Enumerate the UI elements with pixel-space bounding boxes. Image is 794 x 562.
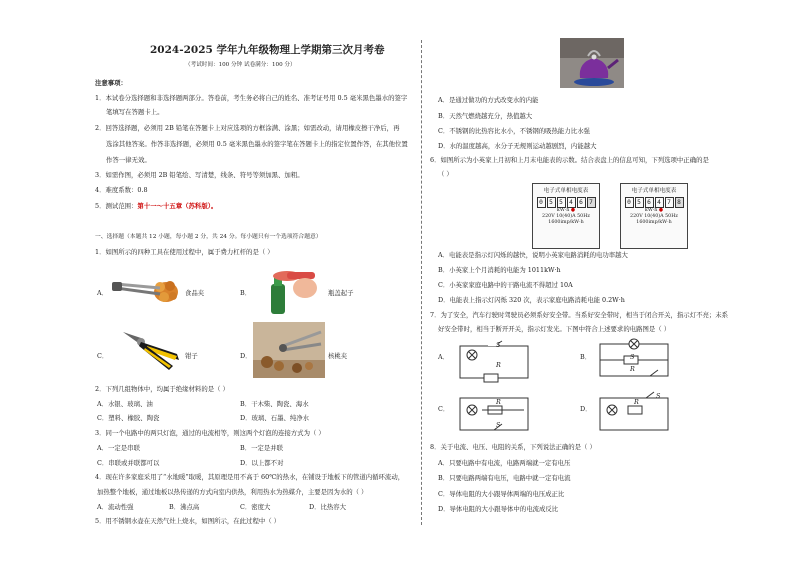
- meter-digit: 8: [675, 197, 684, 208]
- meter-digit: 5: [547, 197, 556, 208]
- meter-unit: kW·h ●: [644, 208, 664, 213]
- meter-digit: 5: [557, 197, 566, 208]
- meter-digit: 4: [567, 197, 576, 208]
- circuit-switch-label: S: [656, 392, 661, 400]
- q1-option-b-letter: B．: [240, 289, 252, 297]
- circuit-resistor-label: R: [496, 398, 501, 406]
- q7-stem-cont: 好安全带时，相当于断开开关，指示灯发光。下图中符合上述要求的电路图是（ ）: [438, 325, 671, 333]
- q8-option: C．导体电阻的大小跟导体两端的电压成正比: [438, 490, 565, 498]
- left-column: [95, 0, 415, 562]
- note-line: 3．如需作图，必须用 2B 铅笔绘、写清楚，线条、符号等须加黑、加粗。: [95, 171, 304, 179]
- circuit-resistor-label: R: [630, 365, 635, 373]
- nutcracker-image: [253, 322, 325, 378]
- right-column: [430, 0, 760, 562]
- meter-digit: 0: [625, 197, 634, 208]
- circuit-switch-label: S: [496, 341, 501, 349]
- meter-spec: 220V 10(40)A 50Hz: [630, 214, 678, 219]
- q3-option: A．一定是串联: [97, 444, 140, 452]
- note-line: 作答一律无效。: [106, 156, 151, 164]
- q7-option-a-label: A．: [438, 353, 450, 361]
- q2-stem: 2．下列几组物体中，均属于绝缘材料的是（ ）: [95, 385, 229, 393]
- q8-option: D．导体电阻的大小跟导体中的电流成反比: [438, 505, 559, 513]
- q1-option-a-text: 食品夹: [185, 289, 205, 297]
- q3-option: B．一定是并联: [240, 444, 284, 452]
- q1-option-c-letter: C．: [97, 352, 109, 360]
- exam-info: （考试时间：100 分钟 试卷满分：100 分）: [185, 62, 296, 68]
- bottle-opener-image: [253, 262, 323, 314]
- meter-digit: 4: [655, 197, 664, 208]
- meter-title: 电子式单相电度表: [543, 188, 589, 194]
- q1-option-b-text: 瓶盖起子: [328, 289, 354, 297]
- meter-digits: [533, 197, 599, 208]
- food-tongs-image: [110, 262, 182, 314]
- note-line: 1．本试卷分选择题和非选择题两部分。答卷前，考生务必将自己的姓名、准考证号用 0.5 毫米黑色墨水的签字: [95, 94, 408, 102]
- q6-option: B．小英家上个月消耗的电能为 1011kW·h: [438, 266, 561, 274]
- q4-stem-cont: 加热整个地板，通过地板以热传递的方式向室内供热，利用热水为热媒介，主要是因为水的（ ）: [97, 488, 368, 496]
- q6-option: A．电能表是指示灯闪烁的越快，说明小英家电路消耗的电功率越大: [438, 251, 628, 259]
- q2-option: C．塑料、橡胶、陶瓷: [97, 414, 160, 422]
- q6-option: C．小英家家庭电路中的干路电流不得超过 10A: [438, 281, 573, 289]
- q2-option: A．水银、玻璃、油: [97, 400, 153, 408]
- meter-after: [620, 183, 688, 249]
- q4-option: C．密度大: [240, 503, 271, 511]
- kettle-image: [560, 38, 624, 88]
- q4-option: B．沸点高: [169, 503, 200, 511]
- circuit-a-diagram: [454, 338, 534, 384]
- q3-option: C．串联或并联都可以: [97, 459, 160, 467]
- meter-title: 电子式单相电度表: [631, 188, 677, 194]
- meter-digit: 0: [537, 197, 546, 208]
- circuit-resistor-label: R: [496, 361, 501, 369]
- meter-digits: [621, 197, 687, 208]
- notes-heading: 注意事项：: [95, 79, 127, 87]
- q3-option: D．以上都不对: [240, 459, 284, 467]
- q3-stem: 3．同一个电路中的两只灯泡，通过的电流相等，则这两个灯泡的连接方式为（ ）: [95, 429, 325, 437]
- q7-option-d-label: D．: [580, 405, 592, 413]
- note-line: 笔填写在答题卡上。: [106, 108, 164, 116]
- q6-stem: 6．如图所示为小英家上月初和上月末电能表的示数。结合表盘上的信息可知，下列选项中正确的是: [430, 156, 709, 164]
- q1-option-a-letter: A．: [97, 289, 109, 297]
- circuit-switch-label: S: [496, 421, 501, 429]
- note-line: 4．难度系数：0.8: [95, 186, 148, 194]
- circuit-switch-label: S: [630, 353, 635, 361]
- q6-paren: （ ）: [438, 170, 453, 178]
- note-line: [95, 202, 217, 210]
- q4-stem: 4．现在许多家庭采用了“水地暖”取暖，其原理是用不高于 60℃的热水，在铺设于地板下的管道内循环流动，: [95, 473, 405, 481]
- q4-option: A．流动性强: [97, 503, 134, 511]
- q7-option-b-label: B．: [580, 353, 592, 361]
- circuit-c-diagram: [454, 390, 534, 436]
- circuit-resistor-label: R: [634, 398, 639, 406]
- q8-option: B．只要电路两端有电压，电路中就一定有电流: [438, 474, 571, 482]
- meter-digit: 7: [665, 197, 674, 208]
- q1-option-d-text: 核桃夹: [328, 352, 348, 360]
- q5-option: B．天然气燃烧越充分，热值越大: [438, 112, 533, 120]
- q7-stem: 7．为了安全，汽车行驶时驾驶员必须系好安全带。当系好安全带时，相当于闭合开关，指示灯不亮；未系: [430, 311, 729, 319]
- meter-spec: 1600imp/kW·h: [636, 220, 672, 225]
- q4-option: D．比热容大: [309, 503, 347, 511]
- q2-option: D．玻璃、石墨、纯净水: [240, 414, 310, 422]
- q1-stem: 1．如图所示的四种工具在使用过程中，属于费力杠杆的是（ ）: [95, 248, 274, 256]
- note-line: 2．回答选择题，必须用 2B 铅笔在答题卡上对应选项的方框涂满、涂黑；如需改动，请用橡皮擦干净后，再: [95, 124, 400, 132]
- note-line: 选涂其他答案。作答非选择题，必须用 0.5 毫米黑色墨水的签字笔在答题卡上的指定位置作答，在其他位置: [106, 140, 408, 148]
- meter-digit: 7: [587, 197, 596, 208]
- page-title: 2024-2025 学年九年级物理上学期第三次月考卷: [150, 44, 385, 56]
- meter-digit: 6: [645, 197, 654, 208]
- q7-option-c-label: C．: [438, 405, 450, 413]
- q1-option-d-letter: D．: [240, 352, 252, 360]
- meter-unit: kW·h ●: [556, 208, 576, 213]
- meter-before: [532, 183, 600, 249]
- section-heading: 一、选择题（本题共 12 小题，每小题 2 分，共 24 分。每小题只有一个选项符合题意）: [95, 234, 322, 240]
- q5-stem: 5．用不锈钢水壶在天然气灶上烧水，如图所示，在此过程中（ ）: [95, 517, 281, 525]
- q1-option-c-text: 钳子: [185, 352, 198, 360]
- column-divider: [421, 40, 422, 525]
- test-range-label: 5．测试范围：: [95, 202, 138, 210]
- meter-digit: 6: [577, 197, 586, 208]
- meter-spec: 1600imp/kW·h: [548, 220, 584, 225]
- q8-option: A．只要电路中有电流，电路两端就一定有电压: [438, 459, 571, 467]
- q5-option: C．不锈钢的比热容比水小，不锈钢的吸热能力比水强: [438, 127, 590, 135]
- meter-digit: 5: [635, 197, 644, 208]
- circuit-d-diagram: [594, 390, 674, 436]
- q2-option: B．干木柴、陶瓷、海水: [240, 400, 309, 408]
- q5-option: A．是通过做功的方式改变水的内能: [438, 96, 539, 104]
- meter-spec: 220V 10(40)A 50Hz: [542, 214, 590, 219]
- test-range-value: 第十一～十五章（苏科版）。: [137, 202, 218, 210]
- q8-stem: 8．关于电流、电压、电阻的关系，下列说法正确的是（ ）: [430, 443, 596, 451]
- q6-option: D．电能表上指示灯闪烁 320 次，表示家庭电路消耗电能 0.2W·h: [438, 296, 625, 304]
- q5-option: D．水的温度越高，水分子无规则运动越剧烈，内能越大: [438, 142, 597, 150]
- pliers-image: [117, 320, 183, 372]
